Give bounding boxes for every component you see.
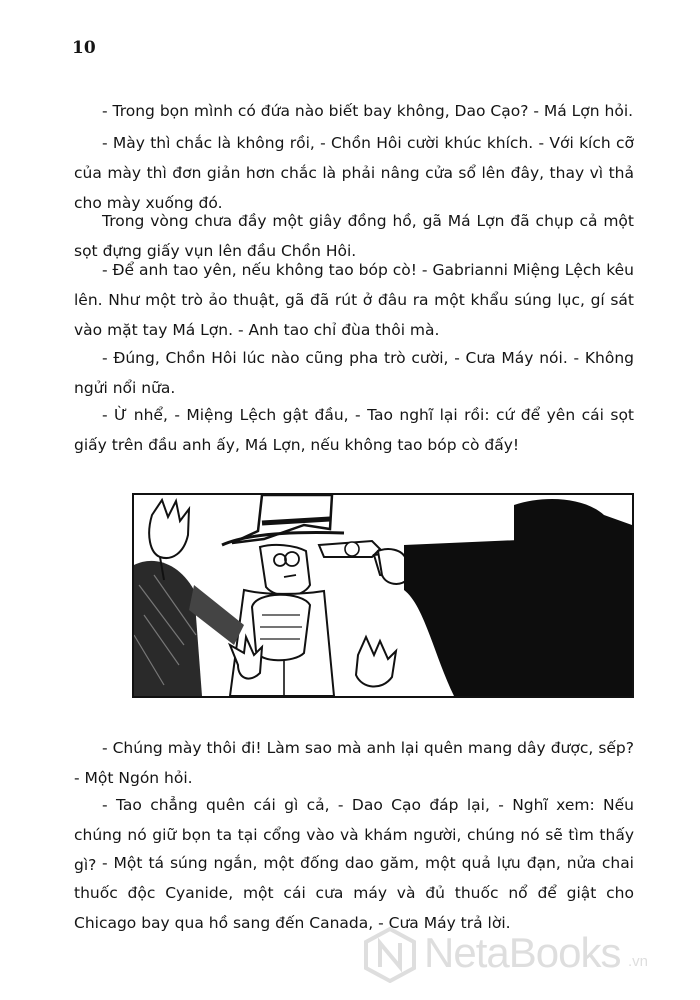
comic-illustration [132, 493, 634, 698]
watermark-brand: NetaBooks [424, 929, 621, 976]
paragraph-7: - Chúng mày thôi đi! Làm sao mà anh lại quên mang dây được, sếp? - Một Ngón hỏi. [74, 739, 634, 787]
paragraph-8: - Tao chẳng quên cái gì cả, - Dao Cạo đáp lại, - Nghĩ xem: Nếu chúng nó giữ bọn ta tại cổng vào và khám người, chúng nó sẽ tìm thấy gì? [74, 796, 634, 874]
paragraph-3: Trong vòng chưa đầy một giây đồng hồ, gã Má Lợn đã chụp cả một sọt đựng giấy vụn lên đầu Chồn Hôi. [74, 212, 634, 260]
watermark-suffix: .vn [628, 953, 649, 970]
netabooks-watermark [362, 925, 692, 987]
gangsters-gun-scene-drawing [134, 495, 632, 696]
page-number: 10 [72, 38, 96, 58]
paragraph-5: - Đúng, Chồn Hôi lúc nào cũng pha trò cười, - Cưa Máy nói. - Không ngửi nổi nữa. [74, 349, 634, 397]
paragraph-4: - Để anh tao yên, nếu không tao bóp cò! - Gabrianni Miệng Lệch kêu lên. Như một trò ảo thuật, gã đã rút ở đâu ra một khẩu súng lục, gí sát vào mặt tay Má Lợn. - Anh tao chỉ đùa thôi mà. [74, 261, 634, 339]
paragraph-2: - Mày thì chắc là không rồi, - Chồn Hôi cười khúc khích. - Với kích cỡ của mày thì đơn giản hơn chắc là phải nâng cửa sổ lên đây, thay vì thả cho mày xuống đó. [74, 134, 634, 212]
netabooks-logo-icon [362, 927, 418, 983]
paragraph-9: - Một tá súng ngắn, một đống dao găm, một quả lựu đạn, nửa chai thuốc độc Cyanide, một cái cưa máy và đủ thuốc nổ để giật cho Chicago bay qua hồ sang đến Canada, - Cưa Máy trả lời. [74, 854, 634, 932]
paragraph-6: - Ừ nhể, - Miệng Lệch gật đầu, - Tao nghĩ lại rồi: cứ để yên cái sọt giấy trên đầu anh ấy, Má Lợn, nếu không tao bóp cò đấy! [74, 406, 634, 454]
paragraph-1: - Trong bọn mình có đứa nào biết bay không, Dao Cạo? - Má Lợn hỏi. [102, 102, 634, 120]
